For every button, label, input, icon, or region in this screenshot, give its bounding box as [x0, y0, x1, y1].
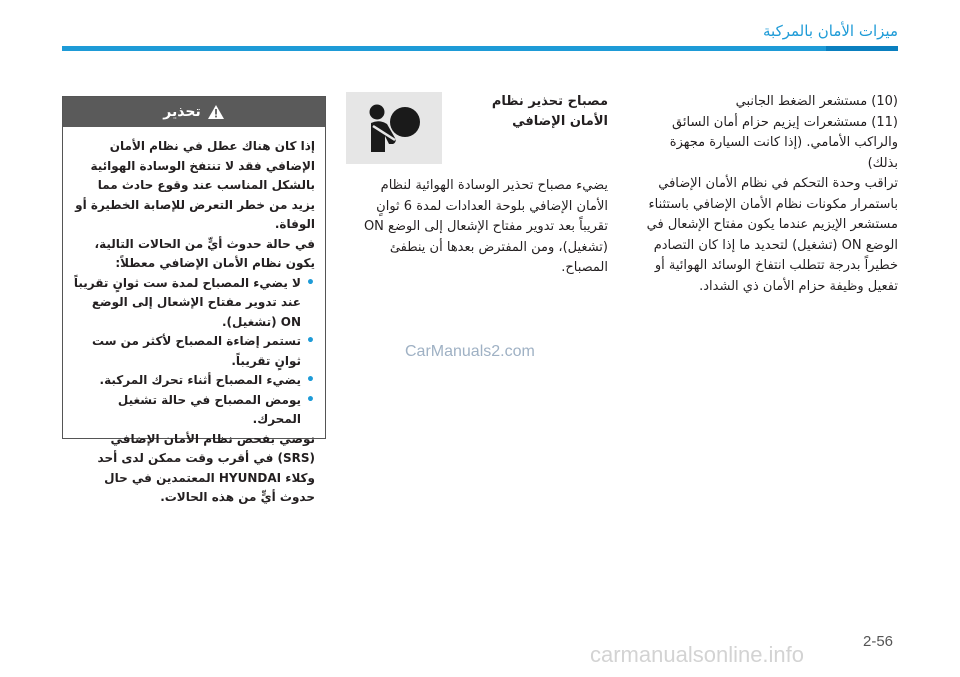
warning-triangle-icon: [207, 104, 225, 120]
sensor-11-text: (11) مستشعرات إيزيم حزام أمان السائق والراكب الأمامي. (إذا كانت السيارة مجهزة بذلك): [669, 114, 898, 171]
control-unit-text: تراقب وحدة التحكم في نظام الأمان الإضافي باستمرار مكونات نظام الأمان الإضافي باستثناء مستشعر الإيزيم عندما يكون مفتاح الإشعال في الوضع ON (تشغيل) لتحديد ما إذا كان التصادم خطيراً بدرجة تتطلب انتفاخ الوسائد الهوائية أو تفعيل وظيفة حزام الأمان ذي الشداد.: [646, 176, 898, 294]
list-item: • تستمر إضاءة المصباح لأكثر من ست ثوانٍ تقريباً.: [73, 332, 315, 371]
warning-header: [63, 97, 325, 127]
warning-recommendation: نوصي بفحص نظام الأمان الإضافي (SRS) في أقرب وقت ممكن لدى أحد وكلاء HYUNDAI المعتمدين في حال حدوث أيٍّ من هذه الحالات.: [97, 431, 315, 504]
warning-body: [63, 127, 325, 516]
warning-light-title: مصباح تحذير نظام الأمان الإضافي: [491, 94, 608, 129]
section-title: ميزات الأمان بالمركبة: [763, 22, 898, 40]
warning-intro: إذا كان هناك عطل في نظام الأمان الإضافي فقد لا تنتفخ الوسادة الهوائية بالشكل المناسب عند وقوع حادث مما يزيد من خطر التعرض للإصابة الخطيرة أو الوفاة.: [75, 139, 315, 231]
right-column: [636, 92, 898, 297]
warning-lead: في حالة حدوث أيٍّ من الحالات التالية، يكون نظام الأمان الإضافي معطلاً:: [94, 236, 315, 270]
footer-watermark: carmanualsonline.info: [590, 642, 805, 667]
warning-label: تحذير: [163, 104, 201, 120]
airbag-person-icon: [365, 102, 423, 154]
middle-column: [346, 92, 608, 279]
list-item: • يومض المصباح في حالة تشغيل المحرك.: [73, 391, 315, 430]
page-number: 2-56: [863, 633, 894, 650]
list-item: • يضيء المصباح أثناء تحرك المركبة.: [73, 371, 315, 391]
airbag-warning-icon: [346, 92, 442, 164]
warning-list: [73, 274, 315, 430]
warning-light-heading: [346, 92, 608, 164]
header-rule: [62, 46, 898, 51]
list-item: • لا يضيء المصباح لمدة ست ثوانٍ تقريباً عند تدوير مفتاح الإشعال إلى الوضع ON (تشغيل).: [73, 274, 315, 333]
watermark-link[interactable]: CarManuals2.com: [405, 343, 535, 360]
sensor-10-text: (10) مستشعر الضغط الجانبي: [735, 94, 898, 109]
warning-box: [62, 96, 326, 504]
warning-light-body: يضيء مصباح تحذير الوسادة الهوائية لنظام الأمان الإضافي بلوحة العدادات لمدة 6 ثوانٍ تقريباً بعد تدوير مفتاح الإشعال إلى الوضع ON (تشغيل)، ومن المفترض بعدها أن ينطفئ المصباح.: [363, 178, 608, 275]
